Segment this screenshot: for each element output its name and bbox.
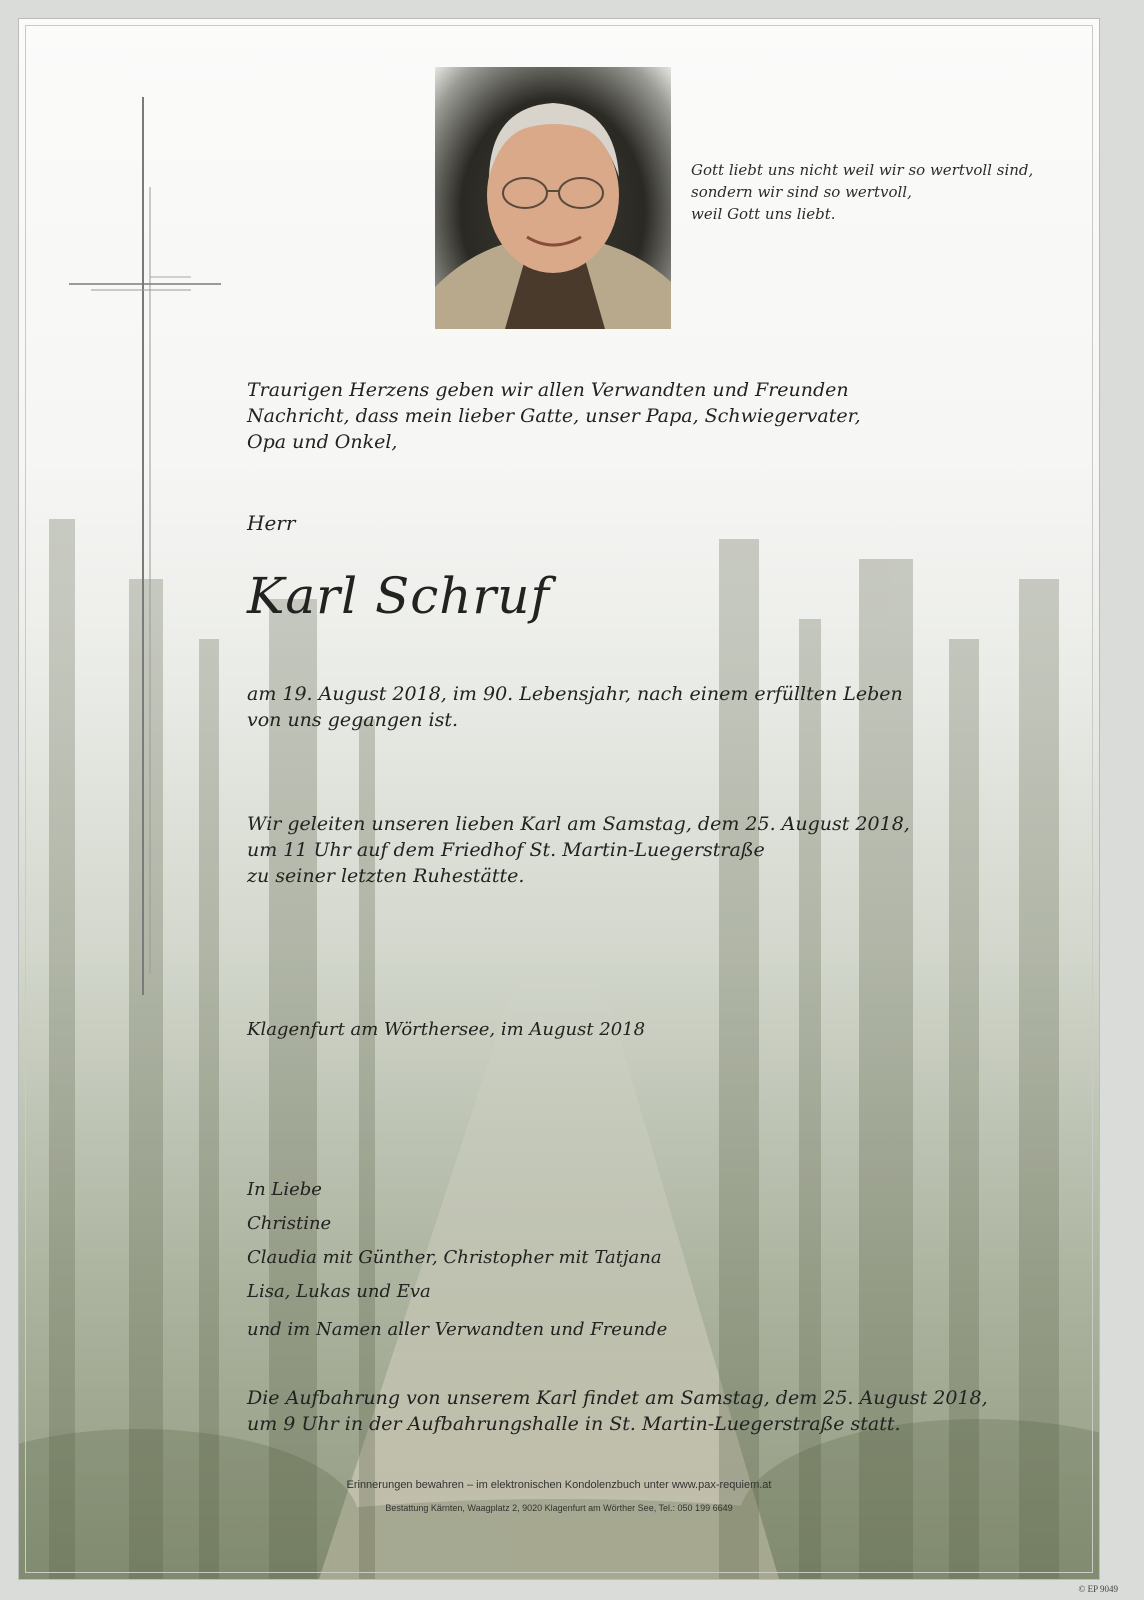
motto-line: Gott liebt uns nicht weil wir so wertvoll sind,: [691, 161, 1034, 179]
document-code: © EP 9049: [1078, 1584, 1118, 1594]
death-line: von uns gegangen ist.: [247, 709, 459, 731]
footer-condolence: Erinnerungen bewahren – im elektronischen Kondolenzbuch unter www.pax-requiem.at: [346, 1479, 772, 1491]
intro-line: Opa und Onkel,: [247, 431, 398, 453]
intro-line: Traurigen Herzens geben wir allen Verwandten und Freunden: [247, 379, 849, 401]
honorific: Herr: [247, 511, 296, 535]
mourners-closing: und im Namen aller Verwandten und Freunde: [247, 1319, 668, 1340]
funeral-line: Wir geleiten unseren lieben Karl am Samstag, dem 25. August 2018,: [247, 813, 910, 835]
viewing-notice: [247, 1385, 988, 1437]
obituary-sheet: [18, 18, 1100, 1580]
intro-paragraph: [247, 377, 861, 455]
motto-quote: [691, 159, 1071, 225]
deceased-name: Karl Schruf: [247, 567, 551, 625]
place-date: Klagenfurt am Wörthersee, im August 2018: [247, 1019, 646, 1040]
portrait-photo: [435, 67, 671, 329]
portrait-image: [435, 67, 671, 329]
intro-line: Nachricht, dass mein lieber Gatte, unser Papa, Schwiegervater,: [247, 405, 861, 427]
mourners-list: [247, 1173, 667, 1347]
mourner-name: Lisa, Lukas und Eva: [247, 1281, 431, 1302]
cross-icon: [19, 19, 279, 1039]
viewing-line: um 9 Uhr in der Aufbahrungshalle in St. Martin-Luegerstraße statt.: [247, 1413, 901, 1435]
mourner-name: Claudia mit Günther, Christopher mit Tatjana: [247, 1247, 662, 1268]
mourner-name: Christine: [247, 1213, 332, 1234]
viewing-line: Die Aufbahrung von unserem Karl findet am Samstag, dem 25. August 2018,: [247, 1387, 988, 1409]
funeral-line: zu seiner letzten Ruhestätte.: [247, 865, 525, 887]
footer-address: Bestattung Kärnten, Waagplatz 2, 9020 Klagenfurt am Wörther See, Tel.: 050 199 6649: [385, 1503, 733, 1513]
motto-line: sondern wir sind so wertvoll,: [691, 183, 912, 201]
death-notice: [247, 681, 903, 733]
funeral-notice: [247, 811, 910, 889]
mourners-intro: In Liebe: [247, 1179, 322, 1200]
death-line: am 19. August 2018, im 90. Lebensjahr, nach einem erfüllten Leben: [247, 683, 903, 705]
funeral-line: um 11 Uhr auf dem Friedhof St. Martin-Luegerstraße: [247, 839, 765, 861]
motto-line: weil Gott uns liebt.: [691, 205, 836, 223]
